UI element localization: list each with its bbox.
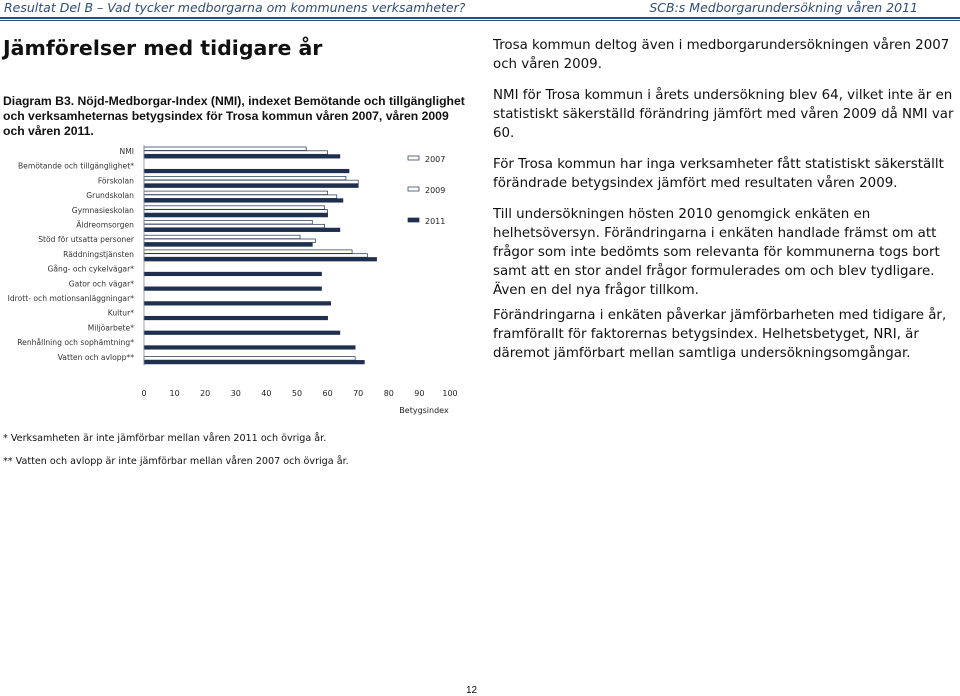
x-tick-label: 30 — [230, 389, 241, 398]
bar-2009 — [144, 195, 337, 199]
paragraph-3: För Trosa kommun har inga verksamheter fått statistiskt säkerställt förändrade betygsindex jämfört med resultaten våren 2009. — [493, 157, 944, 191]
header-right: SCB:s Medborgarundersökning våren 2011 — [649, 0, 918, 15]
bar-2011 — [144, 199, 343, 203]
bar-2007 — [144, 206, 325, 210]
footnote-2: ** Vatten och avlopp är inte jämförbar mellan våren 2007 och övriga år. — [3, 456, 349, 467]
bar-2009 — [144, 357, 355, 361]
header-rule-thin — [0, 20, 960, 21]
bar-2011 — [144, 346, 355, 350]
bar-2007 — [144, 176, 346, 180]
bar-2011 — [144, 169, 349, 173]
header-rule — [0, 17, 960, 19]
x-tick-label: 70 — [353, 389, 364, 398]
category-label: Gång- och cykelvägar* — [47, 264, 134, 274]
diagram-title: Diagram B3. Nöjd-Medborgar-Index (NMI), indexet Bemötande och tillgänglighet och verksamheternas betygsindex för Trosa kommun våren 2007, våren 2009 och våren 2011. — [3, 94, 465, 138]
bar-2011 — [144, 302, 331, 306]
x-tick-label: 20 — [200, 389, 211, 398]
body-text — [493, 36, 955, 363]
legend-swatch-2009 — [408, 187, 419, 191]
bar-2009 — [144, 180, 358, 184]
category-label: Kultur* — [107, 308, 134, 318]
category-label: NMI — [119, 147, 134, 156]
paragraph-4: Till undersökningen hösten 2010 genomgick enkäten en helhetsöversyn. Förändringarna i enkäten handlade främst om att frågor som inte bedömts som relevanta för kommunerna togs bort samt att en stor andel frågor formulerades om och blev tydligare. Även en del nya frågor tillkom. — [493, 207, 940, 298]
category-label: Stöd för utsatta personer — [38, 235, 134, 245]
bar-2011 — [144, 316, 328, 320]
bar-2011 — [144, 331, 340, 335]
category-label: Vatten och avlopp** — [57, 352, 134, 362]
bar-2011 — [144, 360, 364, 364]
page-number: 12 — [466, 685, 478, 696]
bar-2011 — [144, 258, 377, 262]
x-tick-label: 80 — [383, 389, 394, 398]
bar-2011 — [144, 287, 321, 291]
category-label: Räddningstjänsten — [63, 249, 134, 259]
bar-2011 — [144, 155, 340, 159]
category-label: Miljöarbete* — [87, 323, 134, 333]
paragraph-2: NMI för Trosa kommun i årets undersökning blev 64, vilket inte är en statistiskt säkerställd förändring jämfört med våren 2009 då NMI var 60. — [493, 88, 954, 141]
legend-label: 2009 — [425, 186, 446, 195]
legend-swatch-2011 — [408, 218, 419, 222]
bar-2007 — [144, 235, 300, 239]
footnote-1: * Verksamheten är inte jämförbar mellan våren 2011 och övriga år. — [3, 433, 327, 444]
header-left: Resultat Del B – Vad tycker medborgarna om kommunens verksamheter? — [4, 0, 466, 15]
bar-2011 — [144, 228, 340, 232]
category-label: Renhållning och sophämtning* — [17, 338, 134, 348]
x-tick-label: 90 — [414, 389, 425, 398]
bar-2009 — [144, 239, 315, 243]
paragraph-5: Förändringarna i enkäten påverkar jämförbarheten med tidigare år, framförallt för faktorernas betygsindex. Helhetsbetyget, NRI, är däremot jämförbart mellan samtliga undersökningsomgångar. — [493, 308, 947, 361]
bar-2011 — [144, 213, 328, 217]
bar-chart — [0, 140, 480, 425]
category-label: Gator och vägar* — [68, 279, 134, 289]
bar-2011 — [144, 243, 312, 247]
legend-label: 2007 — [425, 155, 446, 164]
x-axis-label: Betygsindex — [399, 406, 449, 415]
bar-2011 — [144, 272, 321, 276]
bar-2007 — [144, 250, 352, 254]
bar-2007 — [144, 147, 306, 151]
x-tick-label: 40 — [261, 389, 272, 398]
x-tick-label: 60 — [322, 389, 333, 398]
bar-2011 — [144, 184, 358, 188]
bar-2009 — [144, 151, 328, 155]
bar-2007 — [144, 191, 328, 195]
category-label: Äldreomsorgen — [76, 220, 134, 230]
category-label: Förskolan — [97, 176, 134, 186]
page-title: Jämförelser med tidigare år — [3, 36, 323, 60]
x-tick-label: 100 — [442, 389, 458, 398]
paragraph-1: Trosa kommun deltog även i medborgarundersökningen våren 2007 och våren 2009. — [493, 38, 950, 72]
bar-2009 — [144, 224, 325, 228]
x-tick-label: 10 — [169, 389, 180, 398]
bar-2009 — [144, 254, 367, 258]
category-label: Bemötande och tillgänglighet* — [17, 161, 134, 171]
category-label: Gymnasieskolan — [71, 205, 134, 215]
x-tick-label: 0 — [141, 389, 147, 398]
bar-2007 — [144, 221, 312, 225]
category-label: Grundskolan — [86, 191, 134, 201]
x-tick-label: 50 — [291, 389, 303, 398]
legend-swatch-2007 — [408, 156, 419, 160]
bar-2009 — [144, 210, 328, 214]
category-label: Idrott- och motionsanläggningar* — [7, 294, 134, 303]
legend-label: 2011 — [425, 217, 446, 226]
